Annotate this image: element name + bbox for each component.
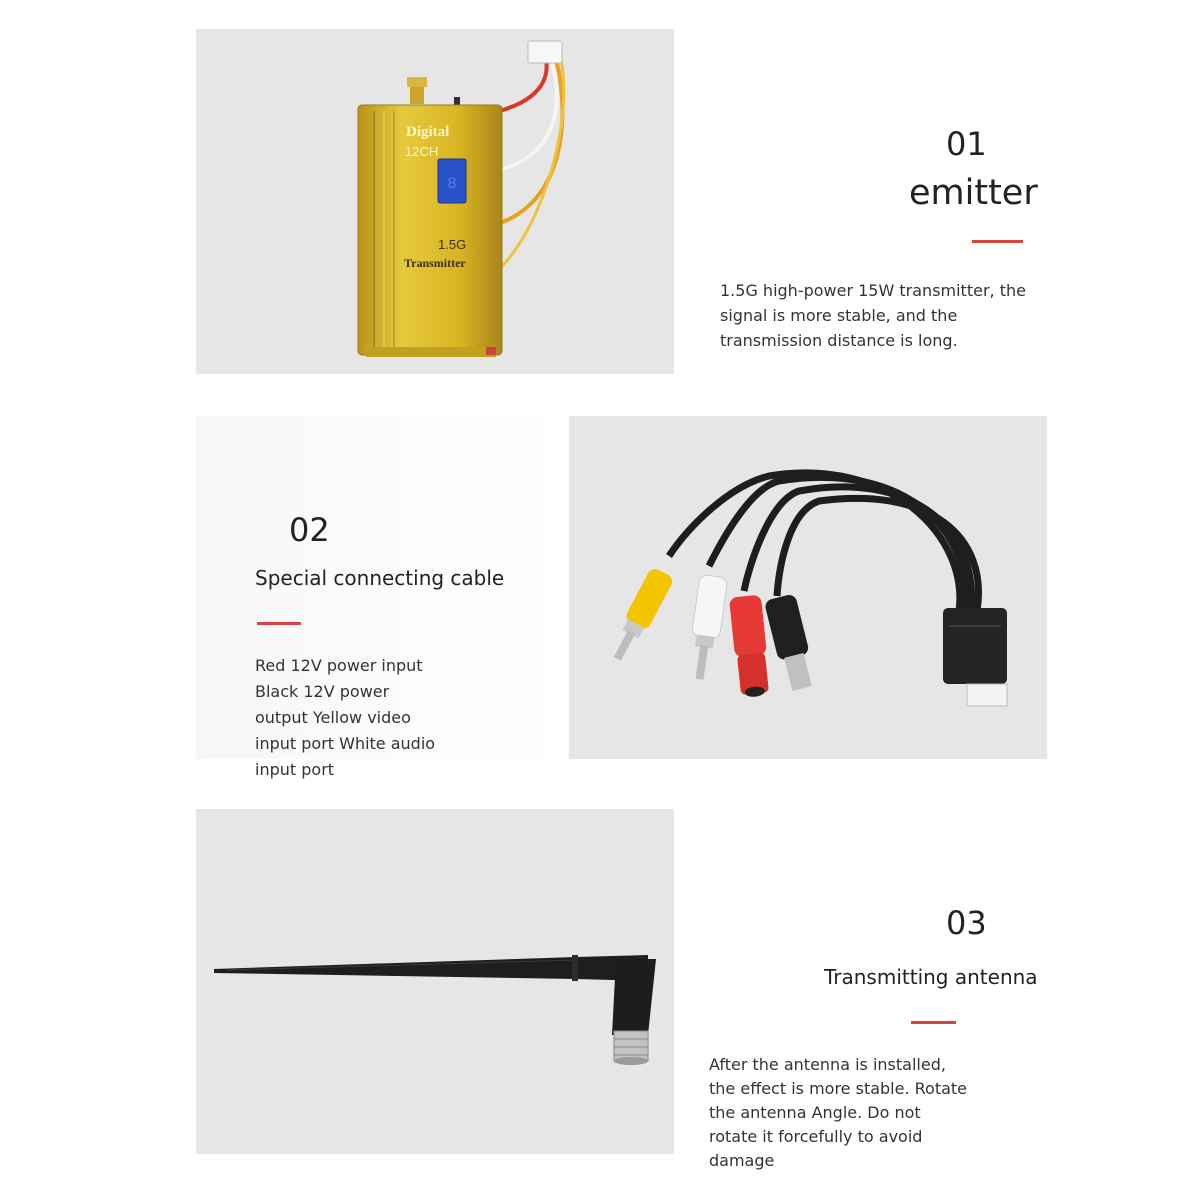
- svg-text:8: 8: [447, 175, 457, 193]
- section-number: 02: [289, 511, 330, 549]
- antenna-illustration: [196, 809, 674, 1154]
- transmitter-illustration: [196, 29, 674, 374]
- accent-divider: [972, 240, 1023, 243]
- section-number: 03: [946, 904, 987, 942]
- section-title: Transmitting antenna: [824, 965, 1038, 989]
- section-description: 1.5G high-power 15W transmitter, the signal is more stable, and the transmission distance is long.: [720, 281, 1026, 350]
- section-number: 01: [946, 125, 987, 163]
- accent-divider: [257, 622, 301, 625]
- transmitter-channels-text: 12CH: [405, 144, 439, 159]
- section-title: Special connecting cable: [255, 566, 505, 590]
- cable-illustration: [569, 416, 1047, 759]
- accent-divider: [911, 1021, 956, 1024]
- section-title: emitter: [909, 173, 1038, 213]
- transmitter-photo: [196, 29, 674, 374]
- transmitter-band-text: 1.5G: [438, 237, 467, 252]
- transmitter-label-text: Transmitter: [404, 256, 466, 270]
- section-description: Red 12V power input Black 12V power output Yellow video input port White audio input port: [255, 656, 436, 779]
- transmitter-brand-text: Digital: [406, 124, 450, 140]
- section-description: After the antenna is installed, the effect is more stable. Rotate the antenna Angle. Do not rotate it forcefully to avoid damage: [709, 1055, 968, 1170]
- cable-photo: [569, 416, 1047, 759]
- antenna-photo: [196, 809, 674, 1154]
